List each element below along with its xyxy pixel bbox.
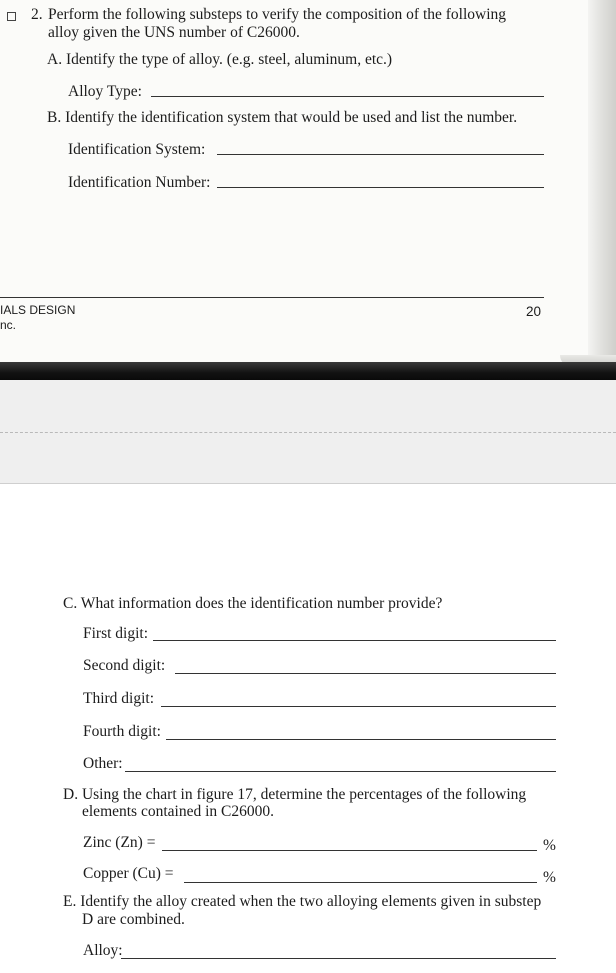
substep-e-line1: E. Identify the alloy created when the two alloying elements given in substep (63, 893, 542, 910)
step-checkbox[interactable] (7, 12, 16, 21)
footer-left-line1: IALS DESIGN (0, 303, 76, 317)
zinc-label: Zinc (Zn) = (83, 834, 156, 851)
substep-a: A. Identify the type of alloy. (e.g. steel, aluminum, etc.) (47, 51, 393, 68)
copper-label: Copper (Cu) = (83, 865, 174, 882)
id-number-blank[interactable] (217, 187, 544, 188)
footer-rule (0, 297, 544, 298)
page-number: 20 (526, 304, 542, 319)
substep-c: C. What information does the identification number provide? (63, 595, 443, 612)
third-digit-label: Third digit: (83, 690, 155, 707)
step-text-line2: alloy given the UNS number of C26000. (48, 24, 300, 41)
scanned-page-top (0, 0, 616, 380)
copper-percent: % (543, 869, 556, 886)
alloy-type-blank[interactable] (151, 96, 544, 97)
step-text-line1: Perform the following substeps to verify the composition of the following (48, 6, 507, 23)
substep-e-line2: D are combined. (82, 911, 185, 928)
other-blank[interactable] (125, 771, 556, 772)
copper-blank[interactable] (184, 882, 537, 883)
zinc-percent: % (543, 837, 556, 854)
first-digit-blank[interactable] (153, 640, 556, 641)
id-system-blank[interactable] (217, 154, 544, 155)
id-number-label: Identification Number: (68, 174, 211, 191)
footer-left-line2: nc. (0, 318, 17, 332)
first-digit-label: First digit: (83, 625, 149, 642)
second-digit-label: Second digit: (83, 657, 166, 674)
alloy-type-label: Alloy Type: (68, 83, 142, 100)
fourth-digit-label: Fourth digit: (83, 723, 161, 740)
id-system-label: Identification System: (68, 141, 206, 158)
third-digit-blank[interactable] (161, 706, 556, 707)
alloy-label: Alloy: (83, 942, 123, 959)
page-edge-shading (588, 0, 616, 380)
substep-d-line2: elements contained in C26000. (82, 803, 274, 820)
alloy-blank[interactable] (121, 958, 556, 959)
page-break-dashed-line (0, 432, 616, 433)
other-label: Other: (83, 755, 123, 772)
fourth-digit-blank[interactable] (166, 739, 556, 740)
substep-d-line1: D. Using the chart in figure 17, determine the percentages of the following (63, 786, 527, 803)
substep-b: B. Identify the identification system that would be used and list the number. (47, 109, 518, 126)
zinc-blank[interactable] (162, 850, 537, 851)
second-digit-blank[interactable] (175, 673, 556, 674)
page-bottom-shadow (0, 362, 616, 380)
step-number: 2. (31, 6, 43, 23)
